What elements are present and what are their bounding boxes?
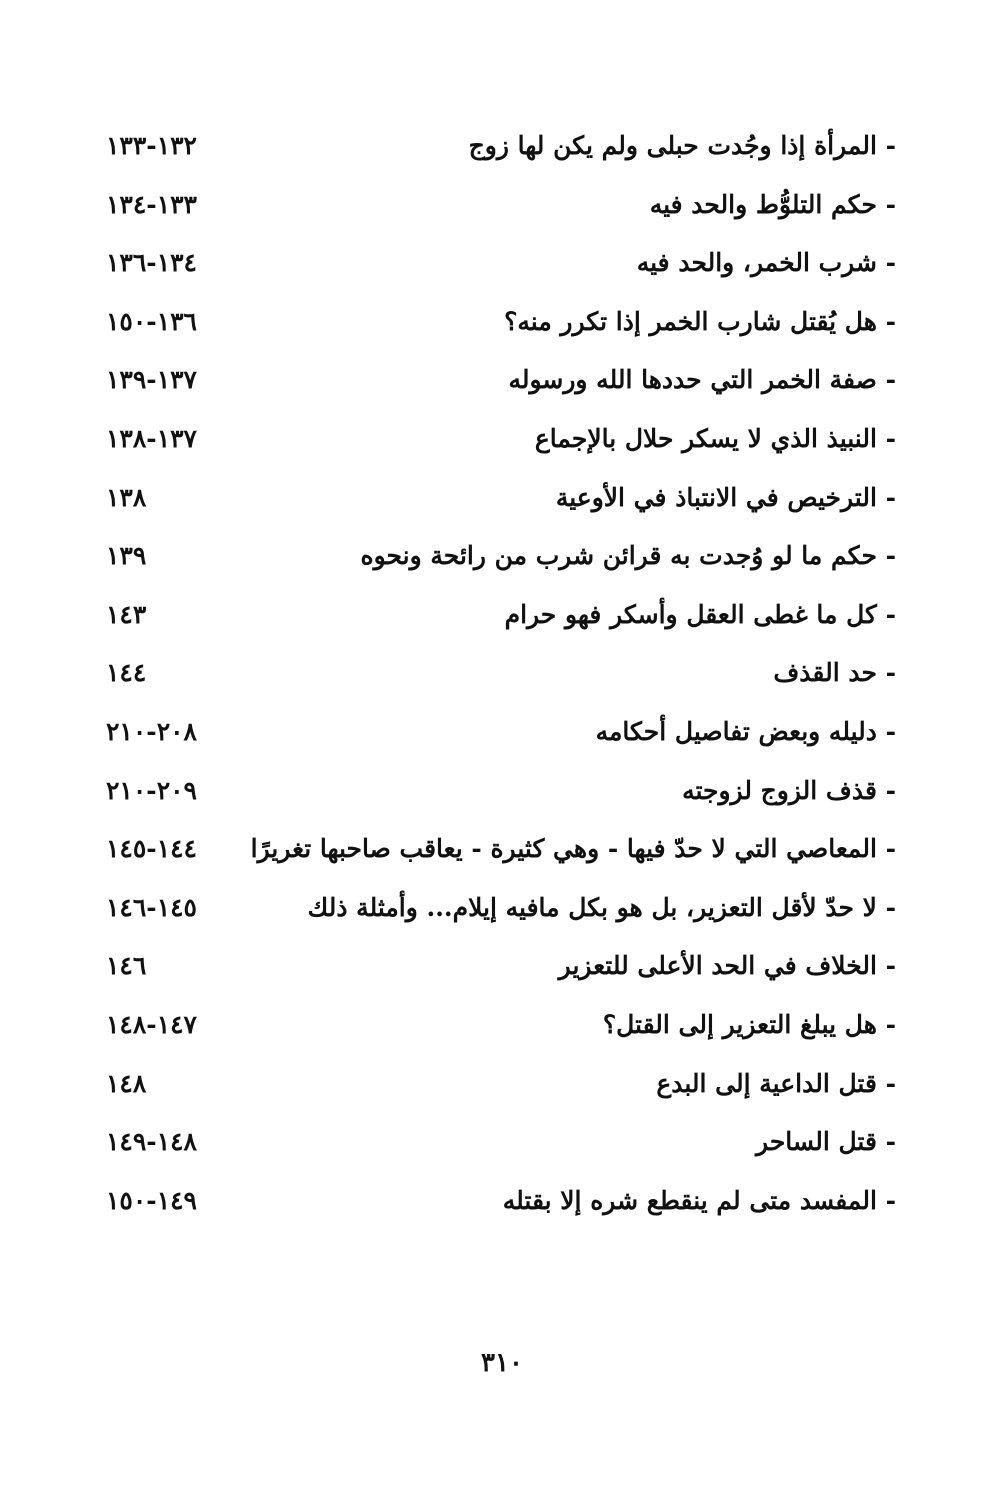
entry-title: - حكم التلوُّط والحد فيه: [649, 189, 896, 219]
toc-entry: [100, 302, 896, 361]
entry-pages: ١٤٧-١٤٨: [106, 1009, 197, 1039]
entry-title: - هل يُقتل شارب الخمر إذا تكرر منه؟: [504, 306, 896, 336]
entry-title: - حكم ما لو وُجدت به قرائن شرب من رائحة ونحوه: [360, 541, 896, 571]
toc-entry: [100, 478, 896, 537]
toc-entry: [100, 771, 896, 830]
toc-entry: [100, 185, 896, 244]
toc-entry: [100, 595, 896, 654]
entry-pages: ١٤٩-١٥٠: [106, 1185, 197, 1215]
entry-pages: ١٤٥-١٤٦: [106, 892, 197, 922]
entry-pages: ١٣٤-١٣٦: [106, 248, 197, 278]
entry-title: - الخلاف في الحد الأعلى للتعزير: [558, 951, 896, 981]
entry-title: - المرأة إذا وجُدت حبلى ولم يكن لها زوج: [468, 131, 896, 160]
entry-pages: ١٤٨-١٤٩: [106, 1127, 197, 1157]
toc-entry: [100, 419, 896, 478]
entry-title: - حد القذف: [773, 658, 896, 688]
entry-title: - دليله وبعض تفاصيل أحكامه: [595, 716, 896, 746]
entry-title: - قذف الزوج لزوجته: [682, 775, 896, 805]
entry-pages: ١٣٧-١٣٩: [106, 365, 197, 395]
toc-entry: [100, 1181, 896, 1240]
entry-pages: ١٤٤-١٤٥: [106, 834, 197, 864]
entry-title: - قتل الداعية إلى البدع: [656, 1068, 896, 1098]
entry-pages: ١٣٨: [106, 482, 147, 512]
toc-entry: [100, 360, 896, 419]
toc-entry: [100, 1122, 896, 1181]
toc-entry: [100, 712, 896, 771]
toc-entry: [100, 653, 896, 712]
entry-title: - المفسد متى لم ينقطع شره إلا بقتله: [502, 1185, 896, 1215]
entry-pages: ١٣٦-١٥٠: [106, 306, 197, 336]
entry-title: - قتل الساحر: [756, 1127, 896, 1157]
entry-pages: ١٣٣-١٣٤: [106, 189, 197, 219]
toc-entry: [100, 536, 896, 595]
entry-title: - الترخيص في الانتباذ في الأوعية: [555, 482, 896, 512]
entry-title: - صفة الخمر التي حددها الله ورسوله: [508, 365, 896, 395]
entry-pages: ١٣٩: [106, 541, 147, 571]
entry-pages: ٢٠٨-٢١٠: [106, 716, 197, 746]
entry-pages: ١٤٦: [106, 951, 147, 981]
entry-pages: ١٣٢-١٣٣: [106, 131, 197, 160]
toc-entry: [100, 243, 896, 302]
toc-entry: [100, 126, 896, 185]
entry-pages: ١٣٧-١٣٨: [106, 423, 197, 453]
entry-title: - هل يبلغ التعزير إلى القتل؟: [602, 1009, 896, 1039]
table-of-contents: [100, 126, 896, 1239]
entry-pages: ٢٠٩-٢١٠: [106, 775, 197, 805]
entry-pages: ١٤٣: [106, 599, 147, 629]
entry-pages: ١٤٨: [106, 1068, 147, 1098]
page-number: ٣١٠: [481, 1348, 523, 1378]
entry-title: - المعاصي التي لا حدّ فيها - وهي كثيرة - يعاقب صاحبها تغريرًا: [250, 834, 896, 864]
entry-title: - كل ما غطى العقل وأسكر فهو حرام: [504, 599, 896, 629]
toc-entry: [100, 1064, 896, 1123]
toc-entry: [100, 1005, 896, 1064]
entry-title: - لا حدّ لأقل التعزير، بل هو بكل مافيه إيلام... وأمثلة ذلك: [307, 892, 896, 922]
toc-entry: [100, 829, 896, 888]
entry-title: - شرب الخمر، والحد فيه: [636, 248, 896, 278]
toc-entry: [100, 946, 896, 1005]
entry-title: - النبيذ الذي لا يسكر حلال بالإجماع: [534, 423, 896, 453]
toc-entry: [100, 888, 896, 947]
entry-pages: ١٤٤: [106, 658, 147, 688]
